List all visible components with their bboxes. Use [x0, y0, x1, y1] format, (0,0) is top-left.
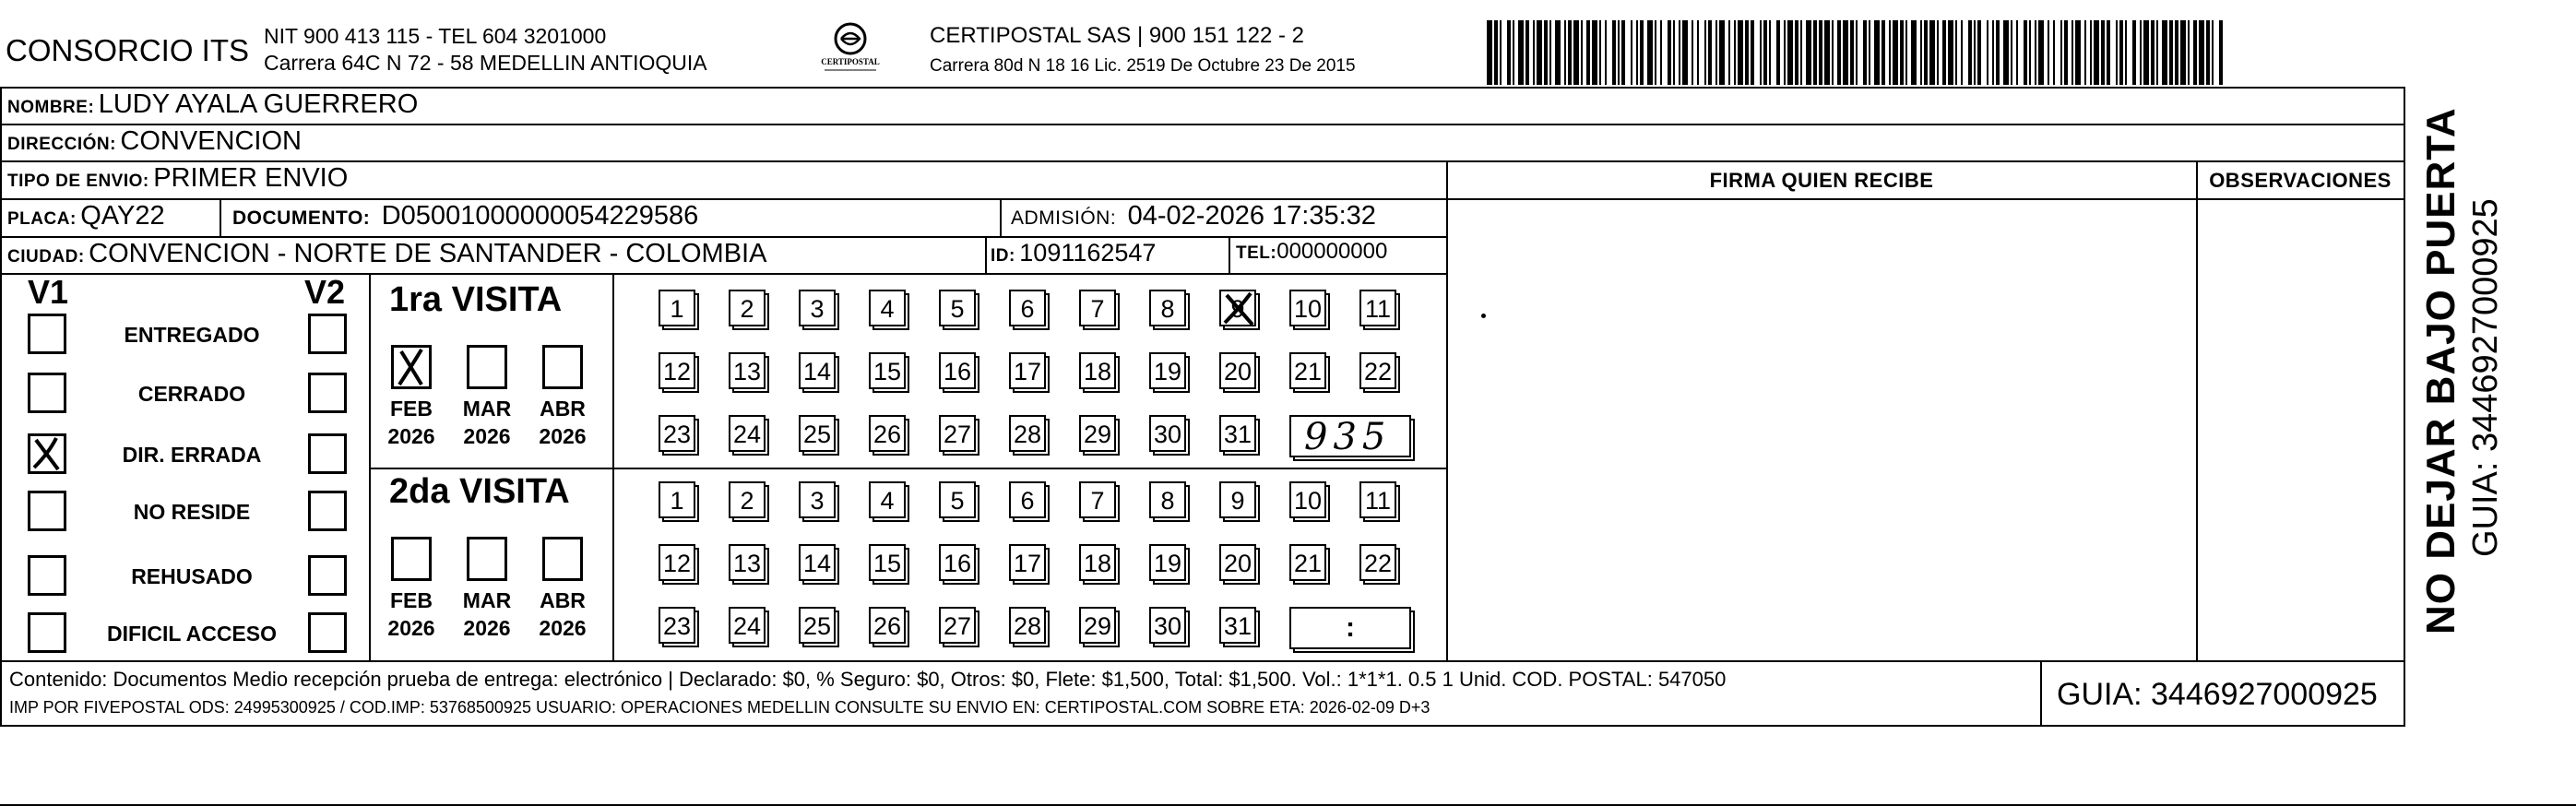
nombre-row: [7, 89, 418, 120]
placa-label: PLACA:: [7, 209, 77, 229]
documento-field: [232, 201, 698, 231]
barcode-bar: [1668, 20, 1671, 85]
observaciones-area: [2198, 201, 2403, 660]
footer-line1: Contenido: Documentos Medio recepción prueba de entrega: electrónico | Declarado: $0, % Seguro: $0, Otros: $0, Flete: $1,500, Total: $1,500. Vol.: 1*1*1. 0.5 1 Unid. COD. POSTAL: 547050: [9, 668, 1727, 691]
barcode-bar: [1893, 20, 1898, 85]
v1-checkbox[interactable]: [28, 373, 66, 413]
barcode-bar: [2075, 20, 2081, 85]
day-box[interactable]: 9: [1219, 290, 1256, 326]
ciudad-field: [7, 239, 766, 269]
barcode-bar: [2003, 20, 2009, 85]
v1-checkbox[interactable]: [28, 491, 66, 531]
barcode-bar: [1992, 20, 1994, 85]
day-box[interactable]: 16: [939, 352, 976, 389]
barcode-bar: [1568, 20, 1572, 85]
v1-checkbox[interactable]: [28, 555, 66, 596]
barcode-bar: [1784, 20, 1786, 85]
barcode-bar: [1924, 20, 1928, 85]
barcode-bar: [2206, 20, 2210, 85]
day-box[interactable]: 2: [729, 290, 766, 326]
footer-divider: [2040, 662, 2042, 725]
barcode-bar: [2060, 20, 2062, 85]
barcode-bar: [1948, 20, 1953, 85]
month-checkbox[interactable]: [391, 345, 432, 389]
barcode-bar: [2212, 20, 2214, 85]
barcode-bar: [1631, 20, 1632, 85]
barcode-bar: [2035, 20, 2036, 85]
col-divider: [1000, 200, 1002, 238]
barcode-bar: [2090, 20, 2092, 85]
day-box[interactable]: 14: [799, 544, 836, 581]
day-box[interactable]: 6: [1009, 290, 1046, 326]
barcode-bar: [2193, 20, 2197, 85]
barcode-bar: [1655, 20, 1656, 85]
day-box[interactable]: 28: [1009, 607, 1046, 644]
observaciones-label: OBSERVACIONES: [2209, 169, 2392, 192]
nombre-value: LUDY AYALA GUERRERO: [98, 89, 419, 119]
id-field: [991, 239, 1156, 267]
ciudad-value: CONVENCION - NORTE DE SANTANDER - COLOMBIA: [89, 239, 767, 268]
status-option-label: DIR. ERRADA: [122, 443, 262, 467]
day-mark: [1219, 290, 1258, 338]
barcode-bar: [1682, 20, 1688, 85]
barcode-bar: [1697, 20, 1699, 85]
day-box[interactable]: 19: [1149, 352, 1186, 389]
barcode-bar: [1673, 20, 1675, 85]
barcode-bar: [1640, 20, 1644, 85]
barcode-bar: [1537, 20, 1542, 85]
barcode-bar: [1679, 20, 1680, 85]
barcode-bar: [2132, 20, 2136, 85]
month-label: [384, 587, 439, 642]
barcode-bar: [1660, 20, 1662, 85]
barcode-bar: [1832, 20, 1834, 85]
footer-guia: GUIA: 3446927000925: [2057, 677, 2378, 712]
day-box[interactable]: 10: [1289, 481, 1326, 518]
day-box[interactable]: 15: [869, 352, 906, 389]
svg-text:CERTIPOSTAL: CERTIPOSTAL: [821, 57, 880, 66]
month-label: [459, 587, 515, 642]
side-guia: GUIA: 3446927000925: [2466, 198, 2505, 557]
barcode-bar: [1605, 20, 1607, 85]
barcode-bar: [2038, 20, 2044, 85]
day-box[interactable]: 23: [659, 607, 695, 644]
row-divider: [0, 273, 1448, 275]
barcode-bar: [1513, 20, 1514, 85]
month-year: 2026: [539, 616, 587, 640]
v2-checkbox[interactable]: [308, 612, 347, 653]
barcode-bar: [1961, 20, 1963, 85]
v1-checkbox[interactable]: [28, 433, 66, 474]
tel-value: 000000000: [1276, 239, 1388, 264]
v1-checkbox[interactable]: [28, 612, 66, 653]
barcode-bar: [1692, 20, 1693, 85]
firma-label: FIRMA QUIEN RECIBE: [1709, 169, 1934, 192]
barcode-bar: [1738, 20, 1743, 85]
barcode-bar: [1929, 20, 1935, 85]
col-divider: [220, 200, 221, 238]
barcode-bar: [1719, 20, 1725, 85]
tipo-envio-value: PRIMER ENVIO: [153, 163, 349, 193]
day-box[interactable]: 18: [1079, 352, 1116, 389]
day-box[interactable]: 8: [1149, 290, 1186, 326]
month-label: [535, 395, 590, 450]
barcode-bar: [2064, 20, 2068, 85]
day-box[interactable]: 4: [869, 481, 906, 518]
month-label: [535, 587, 590, 642]
company-address: Carrera 64C N 72 - 58 MEDELLIN ANTIOQUIA: [264, 51, 707, 75]
documento-value: D05001000000054229586: [381, 201, 699, 231]
tel-label: TEL:: [1236, 243, 1277, 263]
documento-label: DOCUMENTO:: [232, 207, 371, 229]
status-option-label: REHUSADO: [131, 564, 253, 588]
barcode-bar: [1977, 20, 1981, 85]
day-box[interactable]: 17: [1009, 352, 1046, 389]
visit-time-box[interactable]: :: [1289, 607, 1411, 649]
day-box[interactable]: 22: [1359, 352, 1396, 389]
ciudad-label: CIUDAD:: [7, 247, 85, 267]
barcode-bar: [2011, 20, 2012, 85]
day-box[interactable]: 25: [799, 607, 836, 644]
day-box[interactable]: 13: [729, 352, 766, 389]
barcode-bar: [1760, 20, 1762, 85]
month-year: 2026: [463, 616, 511, 640]
id-value: 1091162547: [1019, 239, 1157, 267]
day-box[interactable]: 26: [869, 415, 906, 452]
day-box[interactable]: 27: [939, 607, 976, 644]
tipo-envio-label: TIPO DE ENVIO:: [7, 172, 149, 191]
day-box[interactable]: 12: [659, 544, 695, 581]
status-option-label: DIFICIL ACCESO: [106, 622, 277, 646]
v2-checkbox[interactable]: [308, 373, 347, 413]
barcode-bar: [1745, 20, 1749, 85]
day-box[interactable]: 15: [869, 544, 906, 581]
day-box[interactable]: 5: [939, 481, 976, 518]
direccion-row: [7, 126, 302, 157]
barcode-bar: [2180, 20, 2186, 85]
barcode-bar: [1647, 20, 1653, 85]
barcode-bar: [2107, 20, 2110, 85]
visit-time-box[interactable]: 935: [1289, 415, 1411, 457]
barcode-bar: [1955, 20, 1957, 85]
barcode-bar: [1806, 20, 1811, 85]
barcode-bar: [2016, 20, 2018, 85]
month-checkbox[interactable]: [391, 537, 432, 581]
month-name: FEB: [390, 588, 433, 612]
footer-line2: IMP POR FIVEPOSTAL ODS: 24995300925 / COD.IMP: 53768500925 USUARIO: OPERACIONES MEDELLIN CONSULTE SU ENVIO EN: CERTIPOSTAL.COM SOBRE ETA: 2026-02-09 D+3: [9, 698, 1430, 717]
barcode-bar: [1734, 20, 1736, 85]
barcode-bar: [1900, 20, 1904, 85]
direccion-value: CONVENCION: [120, 126, 302, 156]
row-divider: [0, 198, 2405, 200]
form-top-border: [0, 87, 2405, 89]
barcode-bar: [1573, 20, 1579, 85]
day-box[interactable]: 29: [1079, 607, 1116, 644]
day-box[interactable]: 31: [1219, 415, 1256, 452]
barcode-bar: [2175, 20, 2178, 85]
barcode-bar: [1824, 20, 1830, 85]
barcode-bar: [1920, 20, 1922, 85]
day-box[interactable]: 11: [1359, 481, 1396, 518]
barcode-bar: [1882, 20, 1885, 85]
barcode-bar: [1889, 20, 1891, 85]
day-box[interactable]: 21: [1289, 352, 1326, 389]
v1-checkbox[interactable]: [28, 314, 66, 354]
courier-address: Carrera 80d N 18 16 Lic. 2519 De Octubre 23 De 2015: [930, 56, 1356, 76]
day-box[interactable]: 4: [869, 290, 906, 326]
barcode-bar: [1592, 20, 1597, 85]
barcode-bar: [1549, 20, 1551, 85]
day-box[interactable]: 24: [729, 415, 766, 452]
barcode-bar: [1968, 20, 1972, 85]
row-divider: [0, 124, 2405, 125]
day-box[interactable]: 2: [729, 481, 766, 518]
month-name: ABR: [540, 397, 586, 421]
barcode-bar: [1751, 20, 1754, 85]
visit-divider: [369, 468, 1448, 469]
barcode-bar: [2101, 20, 2105, 85]
visit-title: 2da VISITA: [389, 472, 570, 511]
status-option-label: ENTREGADO: [124, 323, 260, 347]
barcode-bar: [1715, 20, 1717, 85]
day-box[interactable]: 11: [1359, 290, 1396, 326]
day-box[interactable]: 17: [1009, 544, 1046, 581]
barcode-bar: [1987, 20, 1988, 85]
day-box[interactable]: 10: [1289, 290, 1326, 326]
barcode-bar: [1763, 20, 1767, 85]
month-year: 2026: [539, 424, 587, 448]
month-name: FEB: [390, 397, 433, 421]
form-right-border: [2404, 87, 2405, 727]
month-name: MAR: [462, 588, 512, 612]
admision-label: ADMISIÓN:: [1011, 207, 1117, 229]
row-divider: [0, 160, 2405, 162]
day-box[interactable]: 30: [1149, 607, 1186, 644]
month-checkbox[interactable]: [542, 345, 583, 389]
day-box[interactable]: 14: [799, 352, 836, 389]
barcode-bar: [2151, 20, 2155, 85]
barcode-bar: [1599, 20, 1601, 85]
day-box[interactable]: 18: [1079, 544, 1116, 581]
barcode-bar: [1843, 20, 1848, 85]
barcode-bar: [1974, 20, 1976, 85]
id-label: ID:: [991, 246, 1015, 266]
barcode-bar: [1612, 20, 1616, 85]
barcode-bar: [1787, 20, 1793, 85]
form-left-border: [0, 87, 2, 727]
day-box[interactable]: 1: [659, 290, 695, 326]
day-box[interactable]: 21: [1289, 544, 1326, 581]
barcode-bar: [1494, 20, 1498, 85]
day-box[interactable]: 7: [1079, 481, 1116, 518]
barcode-bar: [1621, 20, 1625, 85]
barcode-bar: [1819, 20, 1822, 85]
tel-field: [1236, 239, 1387, 265]
day-box[interactable]: 23: [659, 415, 695, 452]
barcode-bar: [2219, 20, 2223, 85]
barcode-bar: [1869, 20, 1870, 85]
day-box[interactable]: 20: [1219, 544, 1256, 581]
form-bottom-border: [0, 725, 2405, 727]
day-box[interactable]: 9: [1219, 481, 1256, 518]
barcode-bar: [2199, 20, 2204, 85]
placa-value: QAY22: [80, 201, 165, 231]
barcode-bar: [1776, 20, 1780, 85]
day-box[interactable]: 13: [729, 544, 766, 581]
barcode-bar: [2053, 20, 2055, 85]
status-option-label: NO RESIDE: [133, 500, 251, 524]
day-box[interactable]: 20: [1219, 352, 1256, 389]
barcode-bar: [1564, 20, 1566, 85]
barcode-bar: [1544, 20, 1548, 85]
barcode-bar: [2024, 20, 2027, 85]
day-box[interactable]: 3: [799, 290, 836, 326]
barcode-bar: [1618, 20, 1620, 85]
day-box[interactable]: 30: [1149, 415, 1186, 452]
day-box[interactable]: 19: [1149, 544, 1186, 581]
barcode-bar: [1636, 20, 1638, 85]
barcode-bar: [2162, 20, 2167, 85]
barcode-bar: [1507, 20, 1511, 85]
barcode-bar: [1863, 20, 1867, 85]
day-box[interactable]: 31: [1219, 607, 1256, 644]
month-name: MAR: [462, 397, 512, 421]
month-checkbox[interactable]: [467, 345, 507, 389]
day-box[interactable]: 5: [939, 290, 976, 326]
barcode-bar: [1586, 20, 1590, 85]
day-box[interactable]: 25: [799, 415, 836, 452]
courier-name: CERTIPOSTAL SAS | 900 151 122 - 2: [930, 23, 1304, 48]
certipostal-logo: [812, 20, 889, 74]
admision-field: [1011, 201, 1376, 231]
barcode-bar: [1813, 20, 1817, 85]
barcode-bar: [1555, 20, 1561, 85]
day-box[interactable]: 6: [1009, 481, 1046, 518]
barcode-bar: [2084, 20, 2086, 85]
tipo-envio-row: [7, 163, 348, 194]
day-box[interactable]: 24: [729, 607, 766, 644]
month-name: ABR: [540, 588, 586, 612]
barcode-bar: [1856, 20, 1858, 85]
barcode-bar: [1500, 20, 1502, 85]
barcode-bar: [2029, 20, 2031, 85]
direccion-label: DIRECCIÓN:: [7, 135, 116, 154]
company-name: CONSORCIO ITS: [6, 33, 250, 67]
status-option-label: CERRADO: [137, 382, 246, 406]
barcode-bar: [1533, 20, 1535, 85]
barcode-bar: [1581, 20, 1583, 85]
barcode-bar: [1518, 20, 1524, 85]
barcode-bar: [1874, 20, 1880, 85]
company-nit-tel: NIT 900 413 115 - TEL 604 3201000: [264, 24, 607, 48]
v2-checkbox[interactable]: [308, 491, 347, 531]
barcode-bar: [1704, 20, 1706, 85]
row-divider: [0, 660, 2405, 662]
barcode-bar: [1769, 20, 1771, 85]
day-box[interactable]: 8: [1149, 481, 1186, 518]
barcode-bar: [1911, 20, 1917, 85]
day-box[interactable]: 1: [659, 481, 695, 518]
barcode-bar: [2119, 20, 2123, 85]
barcode-bar: [1795, 20, 1798, 85]
side-warning: NO DEJAR BAJO PUERTA: [2418, 107, 2463, 634]
v2-label: V2: [304, 273, 346, 311]
barcode-bar: [1850, 20, 1854, 85]
barcode-bar: [2140, 20, 2142, 85]
day-box[interactable]: 3: [799, 481, 836, 518]
day-box[interactable]: 28: [1009, 415, 1046, 452]
barcode-bar: [2156, 20, 2158, 85]
barcode-bar: [1728, 20, 1730, 85]
barcode-bar: [2071, 20, 2073, 85]
barcode-bar: [2125, 20, 2127, 85]
barcode-bar: [1800, 20, 1802, 85]
month-label: [459, 395, 515, 450]
signature-area: [1448, 201, 2195, 660]
barcode-bar: [1487, 20, 1492, 85]
barcode: [1487, 20, 2225, 89]
day-box[interactable]: 29: [1079, 415, 1116, 452]
barcode-bar: [1905, 20, 1907, 85]
v1-label: V1: [28, 273, 69, 311]
day-box[interactable]: 16: [939, 544, 976, 581]
month-year: 2026: [387, 424, 435, 448]
v2-checkbox[interactable]: [308, 433, 347, 474]
barcode-bar: [1996, 20, 2000, 85]
day-box[interactable]: 27: [939, 415, 976, 452]
v2-checkbox[interactable]: [308, 314, 347, 354]
signature-dot: [1481, 314, 1486, 318]
barcode-bar: [2048, 20, 2049, 85]
day-box[interactable]: 26: [869, 607, 906, 644]
row-divider: [0, 236, 1448, 238]
nombre-label: NOMBRE:: [7, 98, 95, 117]
col-divider: [1229, 238, 1230, 275]
month-checkbox[interactable]: [542, 537, 583, 581]
day-box[interactable]: 12: [659, 352, 695, 389]
placa-field: [7, 201, 165, 231]
barcode-bar: [1937, 20, 1939, 85]
v2-checkbox[interactable]: [308, 555, 347, 596]
admision-value: 04-02-2026 17:35:32: [1127, 201, 1376, 231]
barcode-bar: [2188, 20, 2190, 85]
visit-title: 1ra VISITA: [389, 280, 563, 319]
col-divider: [985, 238, 987, 275]
barcode-bar: [1525, 20, 1529, 85]
barcode-bar: [2094, 20, 2099, 85]
barcode-bar: [2169, 20, 2173, 85]
barcode-bar: [2116, 20, 2118, 85]
day-box[interactable]: 7: [1079, 290, 1116, 326]
barcode-bar: [2143, 20, 2149, 85]
barcode-bar: [1837, 20, 1841, 85]
row-divider: [2197, 198, 2405, 200]
day-box[interactable]: 22: [1359, 544, 1396, 581]
month-label: [384, 395, 439, 450]
barcode-bar: [1942, 20, 1946, 85]
month-year: 2026: [463, 424, 511, 448]
barcode-bar: [1708, 20, 1712, 85]
month-checkbox[interactable]: [467, 537, 507, 581]
month-year: 2026: [387, 616, 435, 640]
